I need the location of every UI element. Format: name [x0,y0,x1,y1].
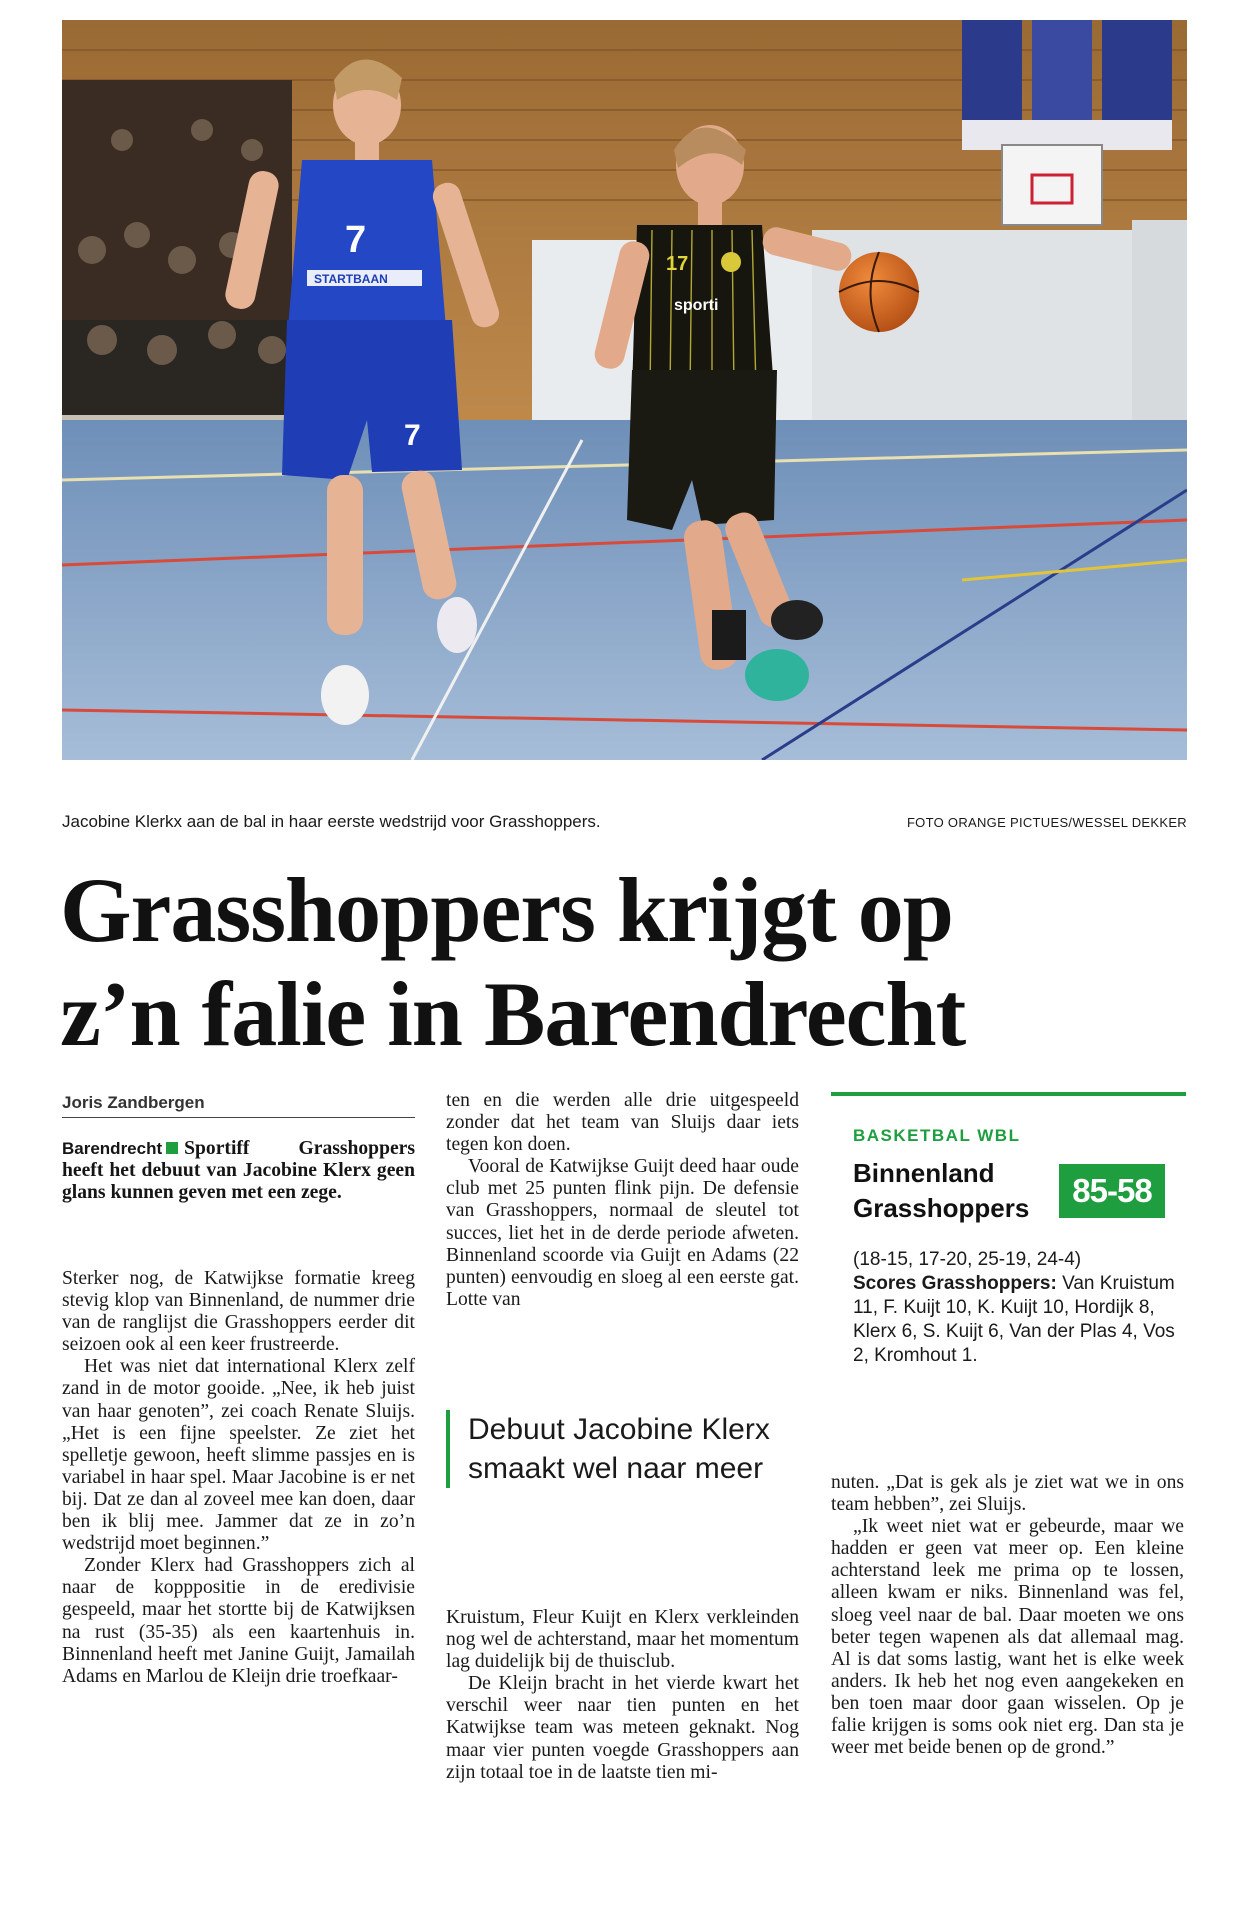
scorebox-teams [853,1156,1029,1226]
scorebox [831,1092,1186,1366]
scorers-label: Scores Grasshoppers: [853,1273,1057,1294]
paragraph: „Ik weet niet wat er gebeurde, maar we hadden er geen vat meer op. Een kleine achterstand leek me prima op te lossen, alleen kwam er niks. Binnenland was fel, sloeg veel naar de bal. Daar moeten we ons beter tegen wapenen als dat allemaal mag. Al is dat soms lastig, want het is elke week anders. Ik heb het nog even aangekeken en ben toen maar door gaan wisselen. Op je falie krijgen is soms ook niet erg. Dan sta je weer met beide benen op de grond.” [831,1516,1184,1759]
article-photo [62,20,1187,760]
blue-shorts-number: 7 [404,419,421,452]
paragraph: Sterker nog, de Katwijkse formatie kreeg stevig klop van Binnenland, de nummer drie van de ranglijst die Grasshoppers eerder dit seizoen ook al een keer frustreerde. [62,1268,415,1356]
article-column-3 [831,1472,1184,1759]
dateline-place: Barendrecht [62,1139,163,1158]
paragraph: Vooral de Katwijkse Guijt deed haar oude club met 25 punten flink pijn. De defensie van Grasshoppers, normaal de sleutel tot succes, liet het in de derde periode afweten. Binnenland scoorde via Guijt en Adams (22 punten) eenvoudig en sloeg al een eerste gat. Lotte van [446,1156,799,1310]
blue-shirt-sponsor: STARTBAAN [314,272,388,286]
pull-quote: Debuut Jacobine Klerx smaakt wel naar meer [446,1410,808,1488]
article-column-1 [62,1268,415,1688]
photo-caption: Jacobine Klerkx aan de bal in haar eerste wedstrijd voor Grasshoppers. [62,812,601,831]
paragraph: ten en die werden alle drie uitgespeeld zonder dat het team van Sluijs daar iets tegen kon doen. [446,1090,799,1156]
photo-credit: FOTO ORANGE PICTUES/WESSEL DEKKER [906,815,1187,830]
intro-text: Sportiff Grasshoppers heeft het debuut van Jacobine Klerx geen glans kunnen geven met een zege. [62,1138,415,1204]
dateline-square-icon [166,1142,178,1154]
home-team: Binnenland [853,1158,995,1188]
article-column-2-bottom [446,1607,799,1784]
article-column-2-top [446,1090,799,1311]
scorebox-details [853,1248,1188,1368]
paragraph: Kruistum, Fleur Kuijt en Klerx verkleinden nog wel de achterstand, maar het momentum lag duidelijk bij de thuisclub. [446,1607,799,1673]
headline-line-1: Grasshoppers krijgt op [60,859,953,961]
scorers-list: Van Kruistum 11, F. Kuijt 10, K. Kuijt 10, Hordijk 8, Klerx 6, S. Kuijt 6, Van der Plas 4, Vos 2, Kromhout 1. [853,1273,1175,1366]
headline [60,858,1200,1066]
paragraph: Het was niet dat international Klerx zelf zand in de motor gooide. „Nee, ik heb juist van haar genoten”, zei coach Renate Sluijs. „Het is een fijne speelster. Ze ziet het spelletje gewoon, heeft slimme passjes en is variabel in haar spel. Maar Jacobine is er net bij. Dat ze dan al zoveel mee kan doen, daar ben ik blij mee. Jammer dat ze in zo’n wedstrijd moet beginnen.” [62,1356,415,1555]
article-intro [62,1138,415,1204]
byline: Joris Zandbergen [62,1093,415,1118]
black-shirt-sponsor: sporti [674,297,719,314]
final-score: 85-58 [1059,1164,1165,1218]
paragraph: Zonder Klerx had Grasshoppers zich al naar de kopppositie in de eredivisie gespeeld, maar het stortte bij de Katwijksen na rust (35-35) als een kaartenhuis in. Binnenland heeft met Janine Guijt, Jamailah Adams en Marlou de Kleijn drie troefkaar- [62,1555,415,1687]
away-team: Grasshoppers [853,1193,1030,1223]
scorebox-label: BASKETBAL WBL [853,1126,1021,1145]
black-jersey-number: 17 [666,253,689,275]
quarter-scores: (18-15, 17-20, 25-19, 24-4) [853,1249,1082,1270]
paragraph: De Kleijn bracht in het vierde kwart het verschil weer naar tien punten en het Katwijkse team was meteen geknakt. Nog maar vier punten voegde Grasshoppers aan zijn totaal toe in de laatste tien mi- [446,1673,799,1783]
headline-line-2: z’n falie in Barendrecht [60,963,966,1065]
blue-jersey-number: 7 [345,219,367,261]
paragraph: nuten. „Dat is gek als je ziet wat we in ons team hebben”, zei Sluijs. [831,1472,1184,1516]
